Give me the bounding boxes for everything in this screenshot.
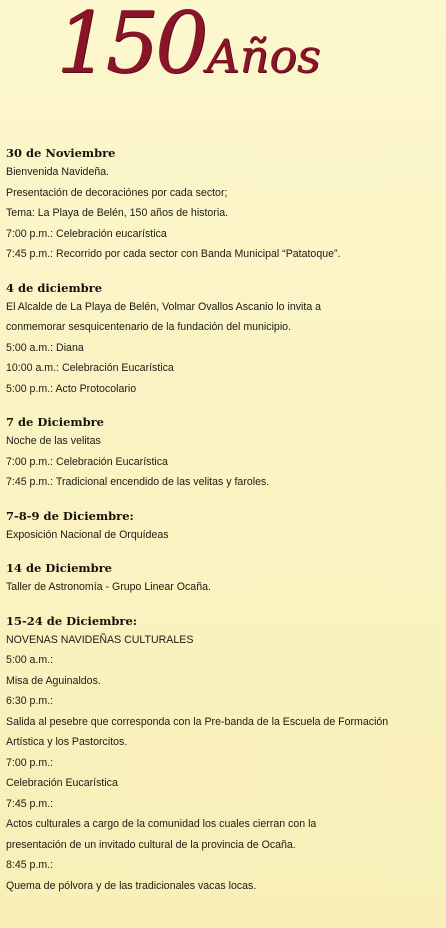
event-line: Presentación de decoraciónes por cada sector; (6, 186, 228, 199)
section-heading: 7-8-9 de Diciembre: (6, 508, 134, 523)
event-line: 7:45 p.m.: (6, 797, 54, 810)
divider-space (6, 265, 442, 279)
event-line: Tema: La Playa de Belén, 150 años de historia. (6, 207, 229, 219)
event-line: 8:45 p.m.: (6, 859, 54, 871)
section-4-diciembre (6, 279, 442, 400)
title-word: Años (206, 29, 321, 83)
event-line: Exposición Nacional de Orquídeas (6, 528, 169, 541)
event-line: 6:30 p.m.: (6, 695, 54, 707)
section-heading: 4 de diciembre (6, 280, 103, 295)
event-line: 7:45 p.m.: Tradicional encendido de las velitas y faroles. (6, 476, 270, 488)
section-7-diciembre (6, 413, 442, 493)
divider-space (6, 598, 442, 612)
section-heading: 14 de Diciembre (6, 561, 112, 575)
event-line: 5:00 p.m.: Acto Protocolario (6, 382, 137, 395)
section-7-8-9-diciembre (6, 507, 442, 546)
event-line: 7:00 p.m.: Celebración eucarística (6, 227, 167, 240)
event-line: presentación de un invitado cultural de la provincia de Ocaña. (6, 838, 296, 851)
event-line: 5:00 a.m.: Diana (6, 341, 84, 354)
event-line: Bienvenida Navideña. (6, 166, 110, 178)
event-line: Taller de Astronomía - Grupo Linear Ocaña. (6, 581, 211, 593)
event-line: Actos culturales a cargo de la comunidad los cuales cierran con la (6, 818, 317, 830)
event-line: Noche de las velitas (6, 435, 101, 447)
event-line: 7:45 p.m.: Recorrido por cada sector con Banda Municipal “Patatoque”. (6, 248, 341, 260)
divider-space (6, 399, 442, 413)
event-line: Artística y los Pastorcitos. (6, 736, 128, 748)
event-line: Misa de Aguinaldos. (6, 674, 101, 687)
event-line: 7:00 p.m.: (6, 756, 54, 769)
event-line: 7:00 p.m.: Celebración Eucarística (6, 455, 168, 468)
section-heading: 7 de Diciembre (6, 415, 104, 429)
divider-space (6, 545, 442, 559)
section-15-24-diciembre (6, 612, 442, 897)
event-line: Salida al pesebre que corresponda con la Pre-banda de la Escuela de Formación (6, 715, 389, 728)
event-line: Quema de pólvora y de las tradicionales vacas locas. (6, 879, 257, 892)
section-14-diciembre (6, 559, 442, 598)
section-heading: 15-24 de Diciembre: (6, 613, 138, 628)
event-line: Celebración Eucarística (6, 777, 118, 789)
event-line: 10:00 a.m.: Celebración Eucarística (6, 362, 174, 374)
divider-space (6, 493, 442, 507)
anniversary-title (56, 0, 321, 92)
event-line: conmemorar sesquicentenario de la fundación del municipio. (6, 321, 292, 333)
event-line: El Alcalde de La Playa de Belén, Volmar Ovallos Ascanio lo invita a (6, 300, 322, 313)
event-line: 5:00 a.m.: (6, 654, 54, 666)
event-line: NOVENAS NAVIDEÑAS CULTURALES (6, 633, 194, 646)
section-heading: 30 de Noviembre (6, 146, 116, 160)
schedule (6, 144, 442, 896)
section-30-noviembre (6, 144, 442, 265)
title-number: 150 (56, 0, 205, 92)
